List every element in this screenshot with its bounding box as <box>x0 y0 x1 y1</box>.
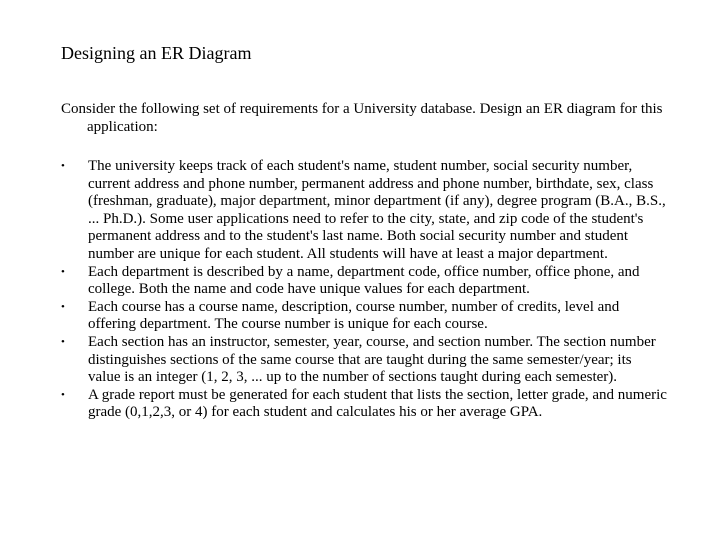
list-item <box>61 158 667 264</box>
bullet-icon: • <box>61 388 65 401</box>
list-item <box>61 387 667 422</box>
list-item <box>61 299 667 334</box>
list-item <box>61 264 667 299</box>
requirements-list <box>61 158 667 422</box>
bullet-icon: • <box>61 335 65 348</box>
list-item-text: Each course has a course name, description, course number, number of credits, level and offering department. The course number is unique for each course. <box>88 298 620 333</box>
bullet-icon: • <box>61 265 65 278</box>
list-item-text: Each section has an instructor, semester, year, course, and section number. The section number distinguishes sections of the same course that are taught during the same semester/year; its value is an integer (1, 2, 3, ... up to the number of sections taught during each semester). <box>88 333 656 386</box>
list-item-text: Each department is described by a name, department code, office number, office phone, and college. Both the name and code have unique values for each department. <box>88 263 640 298</box>
bullet-icon: • <box>61 160 65 172</box>
slide-title: Designing an ER Diagram <box>61 43 252 63</box>
bullet-icon: • <box>61 300 65 313</box>
list-item <box>61 334 667 387</box>
list-item-text: A grade report must be generated for each student that lists the section, letter grade, and numeric grade (0,1,2,3, or 4) for each student and calculates his or her average GPA. <box>88 386 667 421</box>
list-item-text: The university keeps track of each student's name, student number, social security number, current address and phone number, permanent address and phone number, birthdate, sex, class (freshman, graduate), major department, minor department (if any), degree program (B.A., B.S., ... Ph.D.). Some user applications need to refer to the city, state, and zip code of the student's permanent address and to the student's last name. Both social security number and student number are unique for each student. All students will have at least a major department. <box>88 158 666 262</box>
intro-paragraph: Consider the following set of requirements for a University database. Design an ER diagram for this application: <box>61 101 663 135</box>
